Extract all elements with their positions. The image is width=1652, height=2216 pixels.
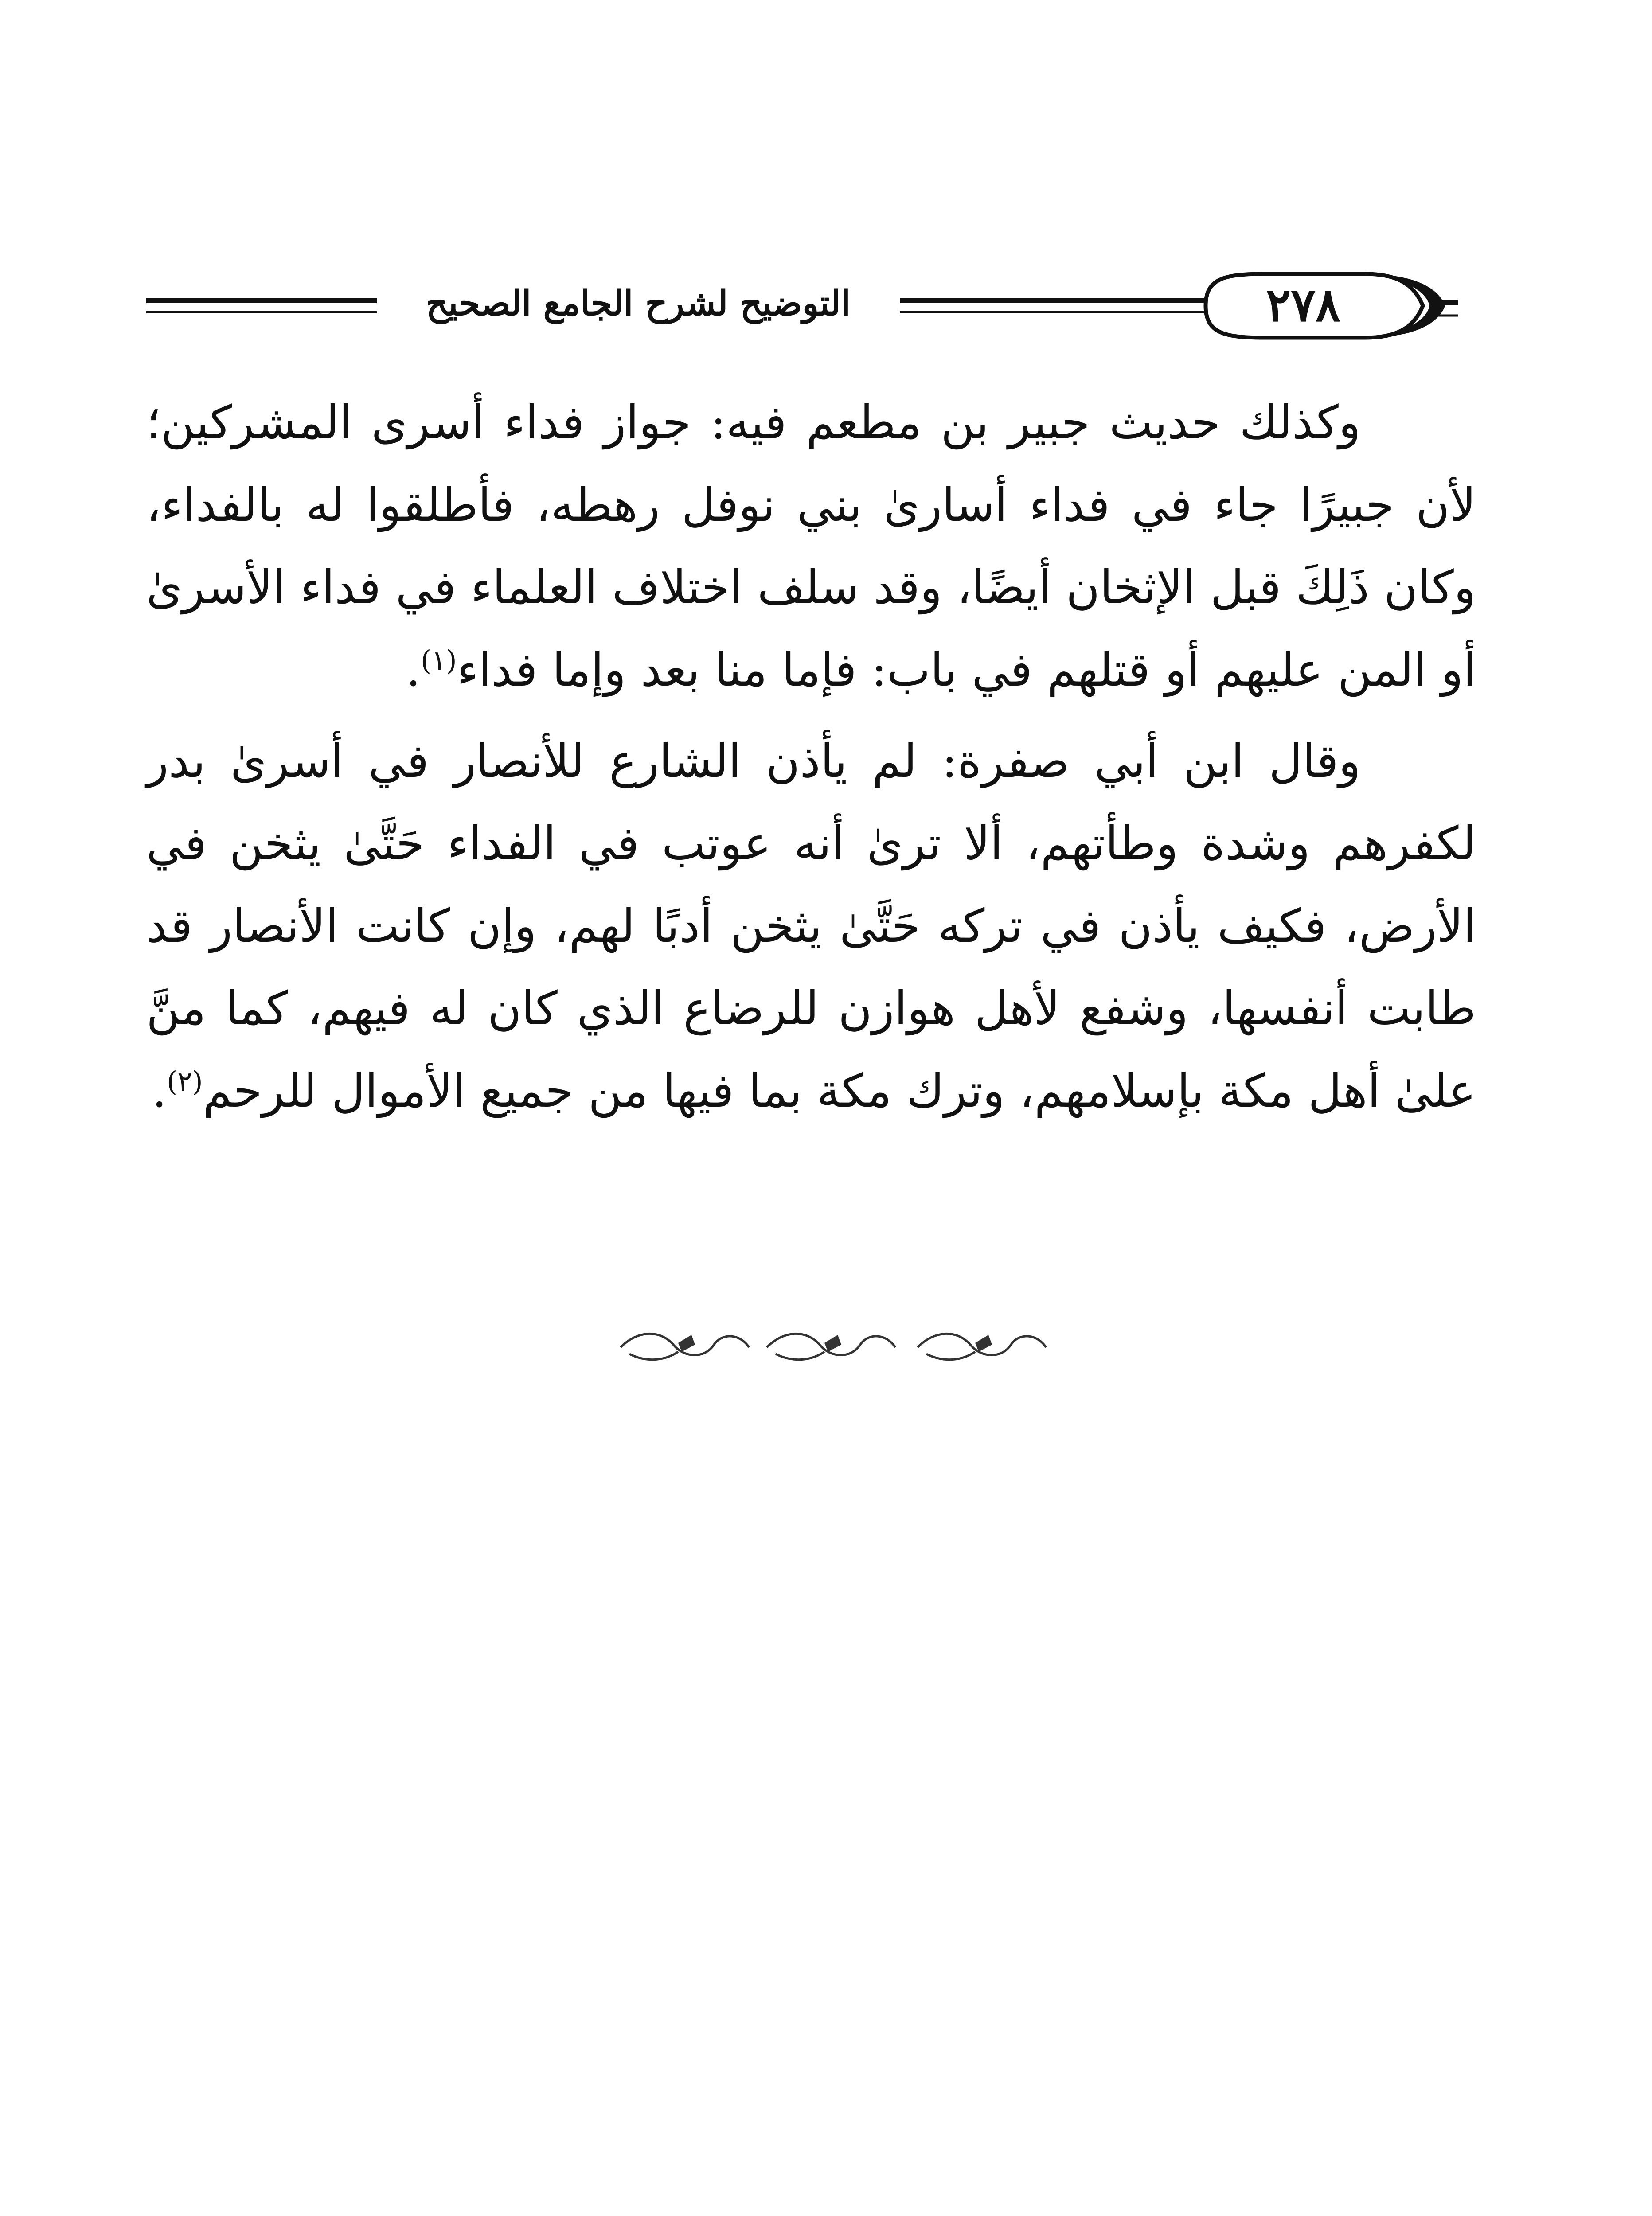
header-rule-left (146, 298, 377, 303)
book-title: التوضيح لشرح الجامع الصحيح (426, 283, 851, 324)
header-rule-middle (900, 298, 1206, 303)
footnote-ref-1: (١) (420, 644, 457, 677)
page-number: ٢٧٨ (1266, 277, 1340, 332)
footnote-ref-2: (٢) (167, 1065, 203, 1098)
paragraph-1 (146, 381, 1476, 711)
header-rule-middle-thin (900, 311, 1206, 313)
page-header (146, 257, 1476, 355)
decorative-flourish-divider-icon (612, 1321, 1055, 1374)
paragraph-2 (146, 720, 1476, 1132)
main-text (146, 381, 1476, 1141)
paragraph-1-end: . (406, 643, 421, 697)
paragraph-2-end: . (152, 1064, 167, 1118)
header-rule-left-thin (146, 311, 377, 313)
paragraph-1-text: وكذلك حديث جبير بن مطعم فيه: جواز فداء أسرى المشركين؛ لأن جبيرًا جاء في فداء أسارىٰ بني نوفل رهطه، فأطلقوا له بالفداء، وكان ذَلِكَ قبل الإثخان أيضًا، وقد سلف اختلاف العلماء في فداء الأسرىٰ أو المن عليهم أو قتلهم في باب: فإما منا بعد وإما فداء (146, 395, 1476, 697)
page-number-badge (1175, 261, 1458, 350)
paragraph-2-text: وقال ابن أبي صفرة: لم يأذن الشارع للأنصار في أسرىٰ بدر لكفرهم وشدة وطأتهم، ألا ترىٰ أنه عوتب في الفداء حَتَّىٰ يثخن في الأرض، فكيف يأذن في تركه حَتَّىٰ يثخن أدبًا لهم، وإن كانت الأنصار قد طابت أنفسها، وشفع لأهل هوازن للرضاع الذي كان له فيهم، كما منَّ علىٰ أهل مكة بإسلامهم، وترك مكة بما فيها من جميع الأموال للرحم (146, 734, 1476, 1118)
